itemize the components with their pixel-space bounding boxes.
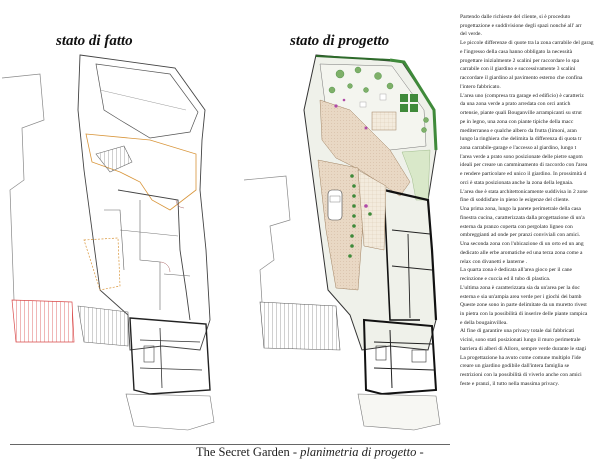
- project-floor-plan: [240, 50, 460, 442]
- description-line: raccordare il giardino al pavimento esterno che confina: [460, 75, 583, 82]
- car: [328, 190, 342, 220]
- description-line: da una zona verde a prato arredata con orci antich: [460, 101, 571, 108]
- description-line: mediterranea e qualche albero da frutta (limoni, aran: [460, 127, 577, 134]
- description-line: L'ultima zona è caratterizzata sia da un'area per la doc: [460, 284, 580, 291]
- site-boundary: [78, 55, 210, 350]
- description-line: progettare inizialmente 2 scalini per raccordare lo spa: [460, 57, 580, 64]
- project-description: [460, 14, 600, 442]
- description-line: progettazione e suddivisione degli spazi nonché all' arr: [460, 22, 582, 29]
- description-line: restrizioni con la possibilità di viverlo anche con amici: [460, 372, 582, 379]
- description-line: Una seconda zona con l'ubicazione di un orto ed un ang: [460, 241, 584, 248]
- description-line: lungo la ringhiera che delimita la differenza di quota tr: [460, 136, 582, 143]
- description-line: Una prima zona, lungo la parete perimetrale della casa: [460, 206, 581, 213]
- description-line: esterna e sia un'ampia area verde per i giochi dei bamb: [460, 293, 582, 300]
- description-line: Al fine di garantire una privacy totale dai fabbricati: [460, 328, 575, 335]
- description-line: relax con divanetti e lanterne .: [460, 258, 528, 265]
- description-line: ortensie, piante quali Bouganville arrampicanti su strut: [460, 110, 582, 117]
- description-line: e della bougainvillea.: [460, 319, 508, 326]
- description-line: Partendo dalle richieste del cliente, si è proceduto: [460, 14, 571, 20]
- description-line: vicini, sono stati posizionati lungo il muro perimetrale: [460, 337, 581, 344]
- description-line: pe in legno, una zona con piante tipiche della macc: [460, 118, 574, 125]
- description-line: in pietra con la possibilità di inserire delle piante rampica: [460, 310, 588, 317]
- description-line: l'area verde a prato sono posizionate delle pietre sagom: [460, 153, 583, 160]
- neighbour-outline: [2, 74, 44, 300]
- description-line: recinzione e cuccia ed il tubo di plastica.: [460, 276, 551, 283]
- description-line: La quarta zona è dedicata all'area gioco per il cane: [460, 267, 573, 274]
- footer-title: [196, 445, 424, 460]
- description-line: zona carrabile-garage e l'accesso al giardino, lungo t: [460, 145, 577, 152]
- existing-floor-plan: [0, 50, 232, 442]
- description-line: L'area due è stata architettonicamente suddivisa in 2 zone: [460, 188, 588, 195]
- description-line: Queste zone sono in parte delimitate da un muretto rivest: [460, 302, 587, 309]
- description-line: orci è stata posizionata anche la zona della legnaia.: [460, 179, 574, 186]
- description-line: barriera di alberi di Alloro, sempre verde durante le stagi: [460, 345, 586, 352]
- footer-subtitle: - planimetria di progetto -: [292, 445, 424, 459]
- description-line: ideali per creare un camminamento di raccordo con l'area: [460, 162, 588, 169]
- description-line: finestra cucina, caratterizzata dalla progettazione di un'a: [460, 214, 585, 221]
- heading-existing-state: stato di fatto: [56, 33, 133, 49]
- heading-project-state: stato di progetto: [290, 33, 390, 49]
- red-hatched-structure: [12, 300, 74, 342]
- neighbour-outline-project: [244, 176, 290, 302]
- description-line: ombreggianti ad onde per pranzi conviviali con amici.: [460, 232, 581, 239]
- description-line: l'intero fabbricato.: [460, 83, 501, 90]
- garage: [260, 302, 340, 350]
- description-line: fine di soddisfare in pieno le esigenze del cliente.: [460, 197, 570, 204]
- description-line: dedicato alle erbe aromatiche ed una terza zona come a: [460, 249, 583, 256]
- pergola-dining-area: [372, 112, 396, 130]
- description-line: L'area uno (compresa tra garage ed edificio) è caratteriz: [460, 92, 584, 99]
- description-line: La progettazione ha avuto come comune multiplo l'ide: [460, 354, 581, 361]
- footer-title-main: The Secret Garden: [196, 445, 290, 459]
- description-line: esterna da pranzo coperta con pergolato ligneo con: [460, 223, 573, 230]
- footer: [0, 444, 600, 460]
- description-line: feste e pranzi, il tutto nella massima privacy.: [460, 380, 559, 387]
- description-line: e l'ingresso della casa hanno obbligato la necessità: [460, 48, 573, 55]
- description-line: creare un giardino godibile dall'intera famiglia se: [460, 363, 570, 370]
- description-line: del verde.: [460, 31, 482, 38]
- description-line: carrabile con il giardino e successivamente 3 scalini: [460, 66, 576, 73]
- description-line: e rendere particolare ed unico il giardino. In prossimità d: [460, 171, 587, 178]
- description-line: Le piccole differenze di quote tra la zona carrabile del garag: [460, 40, 594, 47]
